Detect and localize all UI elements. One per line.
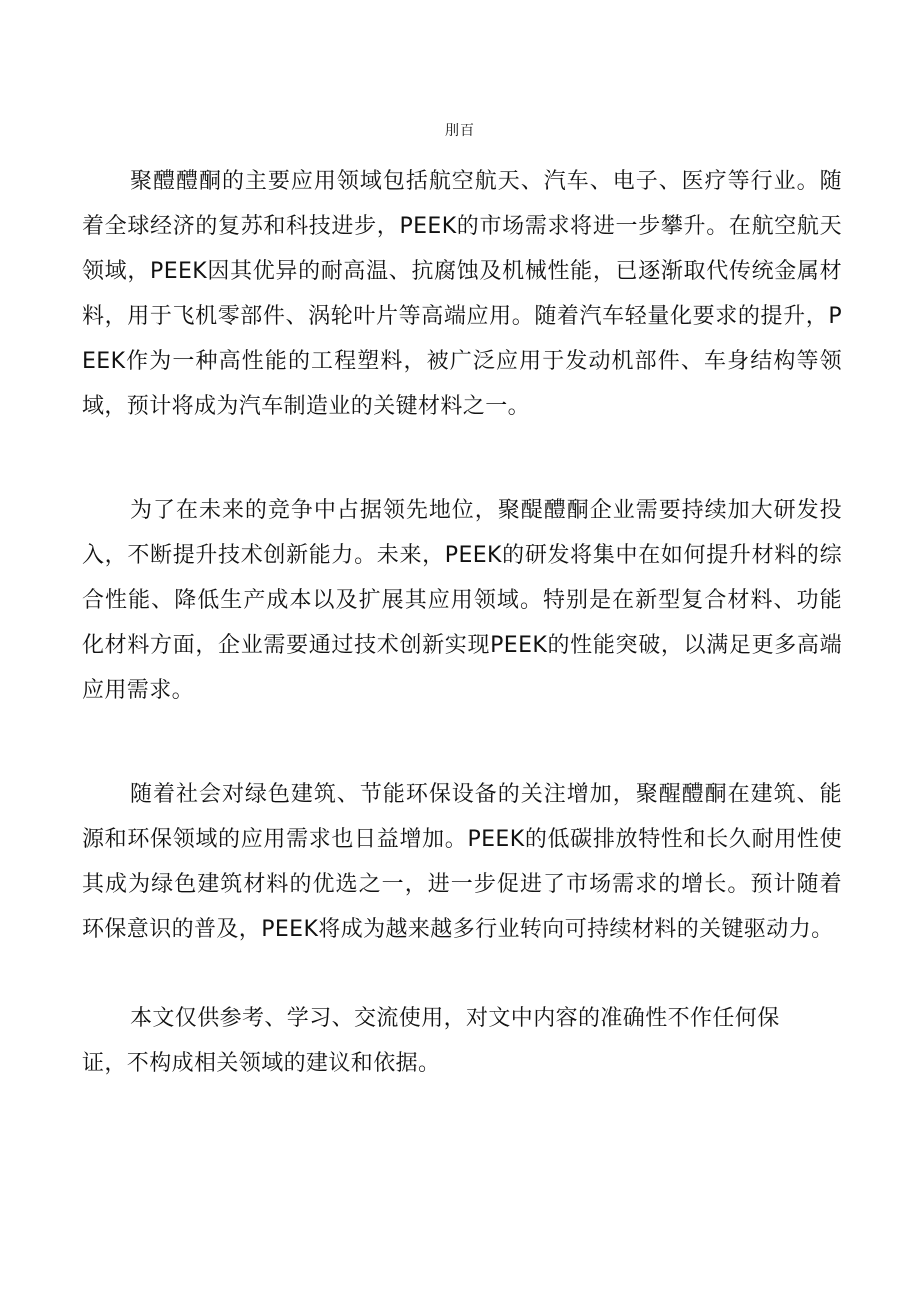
page-heading: 刖百	[445, 123, 475, 139]
paragraph-green-building: 随着社会对绿色建筑、节能环保设备的关注增加，聚醒醴酮在建筑、能源和环保领域的应用需求也日益增加。PEEK的低碳排放特性和长久耐用性使其成为绿色建筑材料的优选之一，进一步促进了市场需求的增长。预计随着环保意识的普及，PEEK将成为越来越多行业转向可持续材料的关键驱动力。	[82, 782, 842, 942]
paragraph-disclaimer: 本文仅供参考、学习、交流使用，对文中内容的准确性不作任何保证，不构成相关领域的建议和依据。	[82, 1006, 780, 1076]
paragraph-research: 为了在未来的竞争中占据领先地位，聚醍醴酮企业需要持续加大研发投入，不断提升技术创新能力。未来，PEEK的研发将集中在如何提升材料的综合性能、降低生产成本以及扩展其应用领域。特别是在新型复合材料、功能化材料方面，企业需要通过技术创新实现PEEK的性能突破，以满足更多高端应用需求。	[82, 498, 842, 703]
paragraph-applications: 聚醴醴酮的主要应用领域包括航空航天、汽车、电子、医疗等行业。随着全球经济的复苏和科技进步，PEEK的市场需求将进一步攀升。在航空航天领域，PEEK因其优异的耐高温、抗腐蚀及机械性能，已逐渐取代传统金属材料，用于飞机零部件、涡轮叶片等高端应用。随着汽车轻量化要求的提升，PEEK作为一种高性能的工程塑料，被广泛应用于发动机部件、车身结构等领域，预计将成为汽车制造业的关键材料之一。	[82, 169, 842, 419]
